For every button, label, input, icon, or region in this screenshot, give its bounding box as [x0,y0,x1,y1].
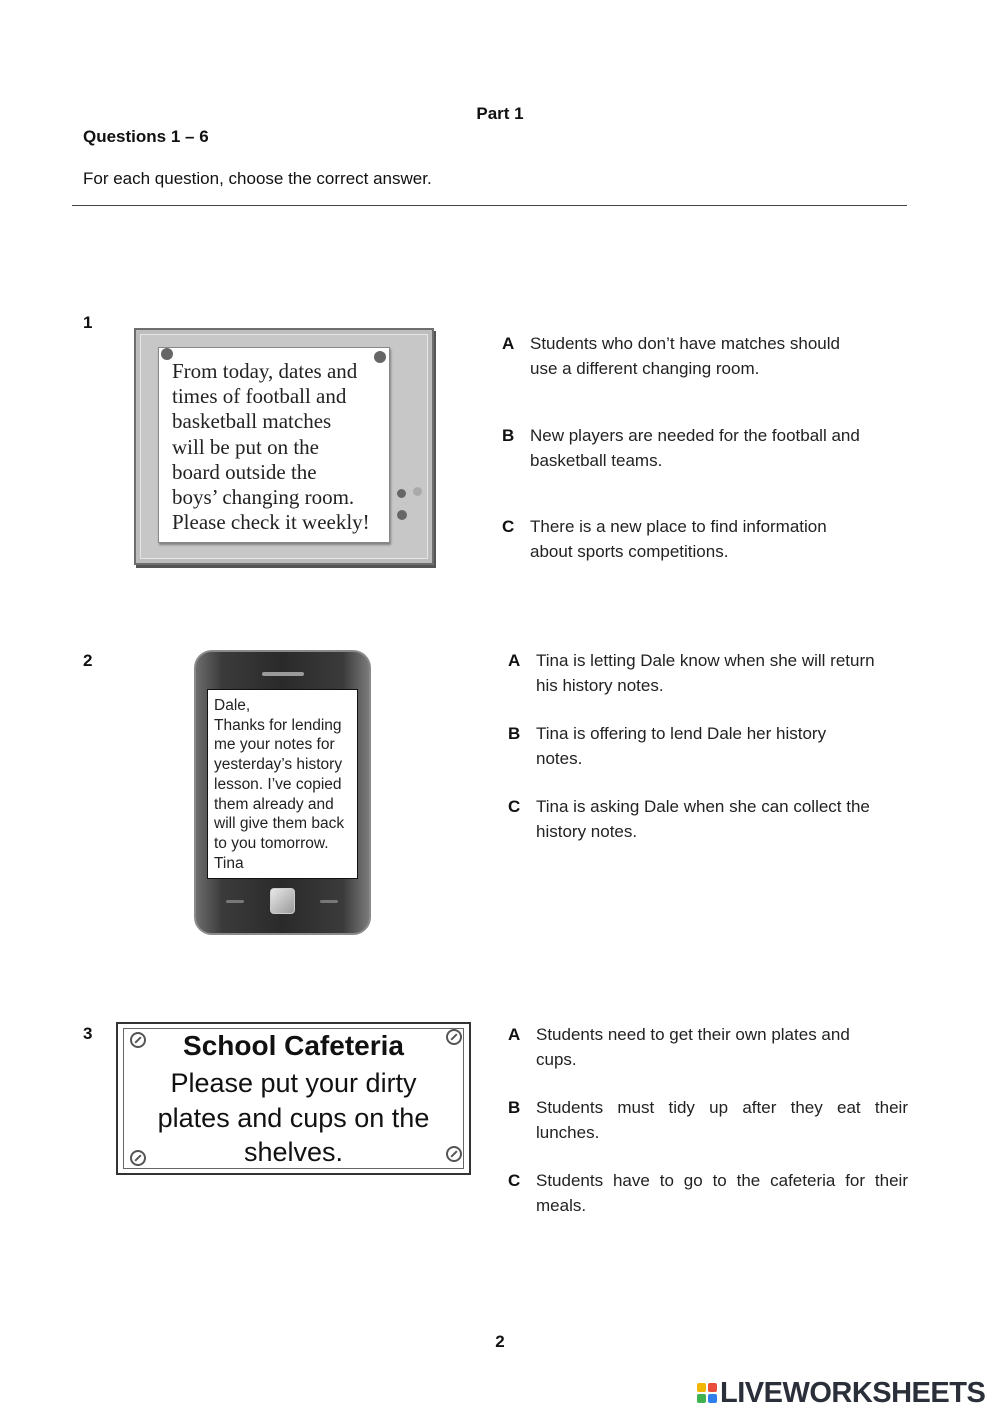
message-line: Dale, [214,697,251,714]
option-line: notes. [536,749,583,768]
option-line: cups. [536,1050,577,1069]
q2-option-a-text[interactable] [536,648,911,698]
notice-line: basketball matches [172,409,332,434]
q1-option-b[interactable] [502,423,514,448]
option-letter: B [508,1098,521,1117]
q2-option-b-text[interactable] [536,721,911,771]
option-letter: C [508,797,521,816]
sign-line: plates and cups on the [157,1102,430,1133]
sign-line: shelves. [243,1137,344,1167]
call-key-icon [226,900,244,903]
option-line: Students who don’t have matches should [530,334,840,353]
option-letter: A [508,1025,521,1044]
option-line: Students need to get their own plates and [536,1025,850,1044]
q1-option-a-text[interactable] [530,331,900,381]
option-line: meals. [536,1196,587,1215]
option-letter: C [502,517,515,536]
message-line: to you tomorrow. [214,834,329,852]
option-letter: B [502,426,515,445]
liveworksheets-icon [697,1383,717,1403]
sign-text [116,1066,471,1170]
q1-option-a[interactable] [502,331,514,356]
notice-text [172,359,388,535]
message-line: Thanks for lending [214,716,342,734]
question-number-1: 1 [83,313,93,332]
notice-line: Please check it weekly! [172,510,370,535]
q1-option-b-text[interactable] [530,423,900,473]
page-number: 2 [495,1332,505,1351]
q2-option-c[interactable] [508,794,520,819]
part-title: Part 1 [476,104,524,123]
option-line: lunches. [536,1123,600,1142]
option-line: about sports competitions. [530,542,729,561]
q1-option-c-text[interactable] [530,514,900,564]
option-letter: A [502,334,515,353]
q3-option-c[interactable] [508,1168,520,1193]
option-letter: C [508,1171,521,1190]
option-line: history notes. [536,822,638,841]
notice-line: times of football and [172,384,347,409]
q3-option-a[interactable] [508,1022,520,1047]
message-line: Tina [214,854,244,872]
option-line: There is a new place to find information [530,517,827,536]
message-line: will give them back [214,815,345,833]
message-line: lesson. I’ve copied [214,775,342,793]
pin-icon [413,487,422,496]
q1-option-c[interactable] [502,514,514,539]
q3-option-b[interactable] [508,1095,520,1120]
option-line: Tina is asking Dale when she can collect the [536,797,870,816]
text-message [214,696,360,873]
liveworksheets-logo[interactable] [697,1378,985,1408]
option-line: New players are needed for the football and [530,426,860,445]
option-letter: A [508,651,521,670]
option-letter: B [508,724,521,743]
header-divider [72,205,907,206]
option-line: basketball teams. [530,451,663,470]
sign-title: School Cafeteria [183,1030,404,1061]
message-line: yesterday’s history [214,756,343,774]
q2-option-c-text[interactable] [536,794,911,844]
notice-line: board outside the [172,459,317,484]
instructions: For each question, choose the correct answer. [83,169,432,188]
option-line: Students must tidy up after they eat their [536,1098,908,1117]
q3-option-a-text[interactable] [536,1022,908,1072]
pin-icon [397,510,407,520]
q3-option-b-text[interactable] [536,1095,908,1145]
option-line: use a different changing room. [530,359,760,378]
questions-range: Questions 1 – 6 [83,127,209,146]
notice-line: From today, dates and [172,359,358,383]
notice-line: will be put on the [172,434,319,459]
phone-speaker [262,672,304,676]
question-number-3: 3 [83,1024,93,1043]
pin-icon [397,489,406,498]
q3-option-c-text[interactable] [536,1168,908,1218]
q2-option-a[interactable] [508,648,520,673]
notice-line: boys’ changing room. [172,485,355,510]
option-line: Tina is offering to lend Dale her history [536,724,827,743]
q2-option-b[interactable] [508,721,520,746]
brand-name: LIVEWORKSHEETS [720,1376,986,1409]
option-line: Tina is letting Dale know when she will return [536,651,875,670]
option-line: Students have to go to the cafeteria for their [536,1171,908,1190]
message-line: them already and [214,795,334,813]
message-line: me your notes for [214,736,335,754]
home-button-icon [270,888,295,914]
end-call-key-icon [320,900,338,903]
sign-line: Please put your dirty [170,1068,417,1098]
question-number-2: 2 [83,651,93,670]
option-line: his history notes. [536,676,664,695]
